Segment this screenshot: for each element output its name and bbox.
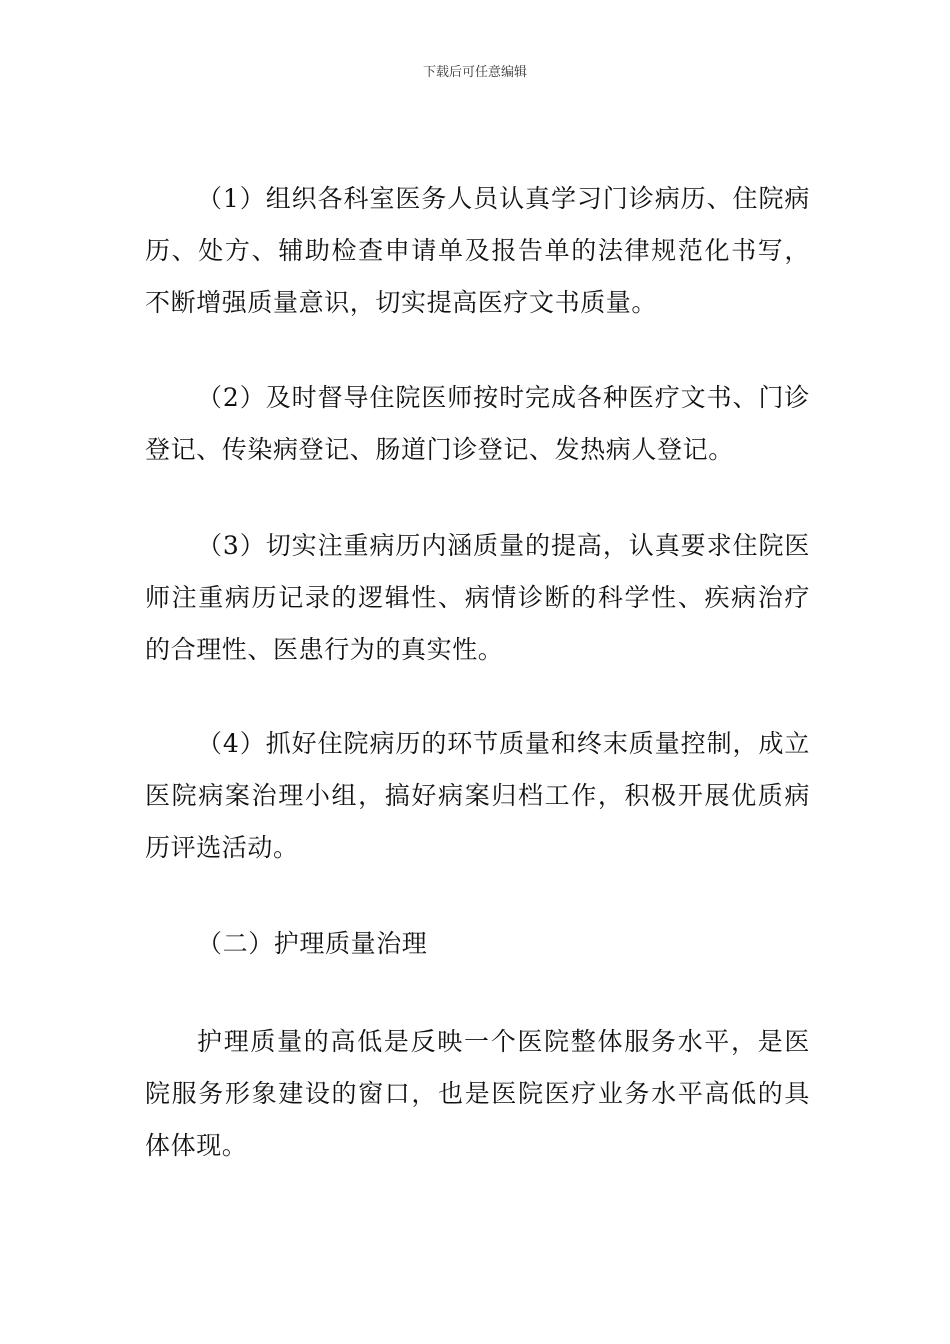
paragraph-1: （1）组织各科室医务人员认真学习门诊病历、住院病历、处方、辅助检查申请单及报告单的法律规范化书写，不断增强质量意识，切实提高医疗文书质量。 <box>145 184 810 317</box>
paragraph-2: （2）及时督导住院医师按时完成各种医疗文书、门诊登记、传染病登记、肠道门诊登记、发热病人登记。 <box>145 383 810 464</box>
closing-paragraph: 护理质量的高低是反映一个医院整体服务水平，是医院服务形象建设的窗口，也是医院医疗业务水平高低的具体体现。 <box>145 1027 810 1160</box>
paragraph-4: （4）抓好住院病历的环节质量和终末质量控制，成立医院病案治理小组，搞好病案归档工作，积极开展优质病历评选活动。 <box>145 729 810 862</box>
paragraph-3: （3）切实注重病历内涵质量的提高，认真要求住院医师注重病历记录的逻辑性、病情诊断的科学性、疾病治疗的合理性、医患行为的真实性。 <box>145 531 810 664</box>
page-header-note: 下载后可任意编辑 <box>422 65 527 80</box>
section-heading: （二）护理质量治理 <box>197 929 428 958</box>
